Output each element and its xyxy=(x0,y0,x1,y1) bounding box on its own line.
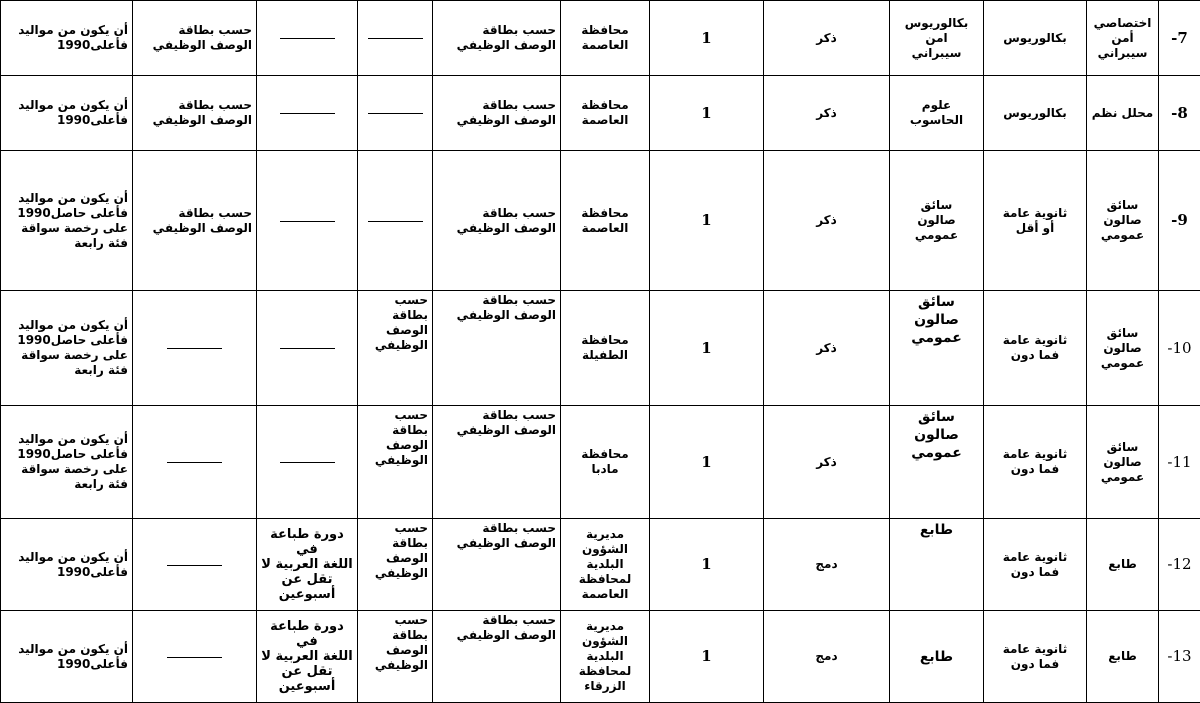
count-cell: 1 xyxy=(650,611,764,703)
sequence-cell: -11 xyxy=(1159,406,1200,519)
sequence-cell: -10 xyxy=(1159,291,1200,406)
job-title-cell: اختصاصي أمن سيبراني xyxy=(1087,1,1159,76)
experience-cell xyxy=(133,519,257,611)
specialization-cell: طابع xyxy=(890,519,984,611)
skills-cell xyxy=(358,1,433,76)
courses-cell xyxy=(257,406,358,519)
conditions-cell: أن يكون من مواليد 1990فأعلى حاصل على رخصة سواقة فئة رابعة xyxy=(1,291,133,406)
gender-cell: ذكر xyxy=(764,151,890,291)
dash-line xyxy=(368,112,423,114)
sequence-cell: -13 xyxy=(1159,611,1200,703)
dash-line xyxy=(368,37,423,39)
conditions-cell: أن يكون من مواليد 1990فأعلى xyxy=(1,1,133,76)
job-title-cell: طابع xyxy=(1087,519,1159,611)
qualification-cell: ثانوية عامة فما دون xyxy=(984,406,1087,519)
sequence-cell: -8 xyxy=(1159,76,1200,151)
dash-line xyxy=(167,347,222,349)
table-row xyxy=(1,151,1200,291)
count-cell: 1 xyxy=(650,291,764,406)
gender-cell: ذكر xyxy=(764,76,890,151)
job-description-cell: حسب بطاقة الوصف الوظيفي xyxy=(433,76,561,151)
dash-line xyxy=(368,220,423,222)
experience-cell xyxy=(133,611,257,703)
job-description-cell: حسب بطاقة الوصف الوظيفي xyxy=(433,519,561,611)
table-row xyxy=(1,611,1200,703)
location-cell: محافظة مادبا xyxy=(561,406,650,519)
courses-cell xyxy=(257,76,358,151)
job-description-cell: حسب بطاقة الوصف الوظيفي xyxy=(433,406,561,519)
experience-cell xyxy=(133,291,257,406)
courses-cell: دورة طباعة في اللغة العربية لا تقل عن أسبوعين xyxy=(257,519,358,611)
specialization-cell: سائق صالون عمومي xyxy=(890,291,984,406)
job-title-cell: طابع xyxy=(1087,611,1159,703)
location-cell: محافظة الطفيلة xyxy=(561,291,650,406)
courses-cell xyxy=(257,151,358,291)
count-cell: 1 xyxy=(650,1,764,76)
qualification-cell: بكالوريوس xyxy=(984,76,1087,151)
conditions-cell: أن يكون من مواليد 1990فأعلى حاصل على رخصة سواقة فئة رابعة xyxy=(1,151,133,291)
job-title-cell: سائق صالون عمومي xyxy=(1087,291,1159,406)
dash-line xyxy=(280,461,335,463)
sequence-cell: -9 xyxy=(1159,151,1200,291)
location-cell: مديرية الشؤون البلدية لمحافظة العاصمة xyxy=(561,519,650,611)
specialization-cell: سائق صالون عمومي xyxy=(890,406,984,519)
qualification-cell: ثانوية عامة فما دون xyxy=(984,611,1087,703)
table-row xyxy=(1,519,1200,611)
dash-line xyxy=(167,461,222,463)
gender-cell: دمج xyxy=(764,519,890,611)
skills-cell xyxy=(358,151,433,291)
skills-cell: حسب بطاقة الوصف الوظيفي xyxy=(358,291,433,406)
job-description-cell: حسب بطاقة الوصف الوظيفي xyxy=(433,151,561,291)
count-cell: 1 xyxy=(650,151,764,291)
qualification-cell: ثانوية عامة أو أقل xyxy=(984,151,1087,291)
experience-cell: حسب بطاقة الوصف الوظيفي xyxy=(133,76,257,151)
location-cell: محافظة العاصمة xyxy=(561,151,650,291)
experience-cell: حسب بطاقة الوصف الوظيفي xyxy=(133,151,257,291)
skills-cell: حسب بطاقة الوصف الوظيفي xyxy=(358,406,433,519)
qualification-cell: بكالوريوس xyxy=(984,1,1087,76)
gender-cell: ذكر xyxy=(764,406,890,519)
sequence-cell: -12 xyxy=(1159,519,1200,611)
location-cell: مديرية الشؤون البلدية لمحافظة الزرقاء xyxy=(561,611,650,703)
specialization-cell: بكالوريوس امن سيبراني xyxy=(890,1,984,76)
specialization-cell: علوم الحاسوب xyxy=(890,76,984,151)
qualification-cell: ثانوية عامة فما دون xyxy=(984,519,1087,611)
location-cell: محافظة العاصمة xyxy=(561,76,650,151)
dash-line xyxy=(280,347,335,349)
gender-cell: دمج xyxy=(764,611,890,703)
conditions-cell: أن يكون من مواليد 1990فأعلى xyxy=(1,519,133,611)
dash-line xyxy=(280,37,335,39)
gender-cell: ذكر xyxy=(764,291,890,406)
job-description-cell: حسب بطاقة الوصف الوظيفي xyxy=(433,291,561,406)
dash-line xyxy=(280,112,335,114)
specialization-cell: طابع xyxy=(890,611,984,703)
courses-cell xyxy=(257,291,358,406)
specialization-cell: سائق صالون عمومي xyxy=(890,151,984,291)
conditions-cell: أن يكون من مواليد 1990فأعلى حاصل على رخصة سواقة فئة رابعة xyxy=(1,406,133,519)
skills-cell: حسب بطاقة الوصف الوظيفي xyxy=(358,519,433,611)
count-cell: 1 xyxy=(650,519,764,611)
dash-line xyxy=(167,656,222,658)
sequence-cell: -7 xyxy=(1159,1,1200,76)
table-row xyxy=(1,406,1200,519)
courses-cell xyxy=(257,1,358,76)
job-title-cell: سائق صالون عمومي xyxy=(1087,151,1159,291)
table-row xyxy=(1,76,1200,151)
conditions-cell: أن يكون من مواليد 1990فأعلى xyxy=(1,76,133,151)
table-row xyxy=(1,291,1200,406)
conditions-cell: أن يكون من مواليد 1990فأعلى xyxy=(1,611,133,703)
dash-line xyxy=(167,564,222,566)
courses-cell: دورة طباعة في اللغة العربية لا تقل عن أسبوعين xyxy=(257,611,358,703)
job-description-cell: حسب بطاقة الوصف الوظيفي xyxy=(433,1,561,76)
qualification-cell: ثانوية عامة فما دون xyxy=(984,291,1087,406)
count-cell: 1 xyxy=(650,406,764,519)
skills-cell: حسب بطاقة الوصف الوظيفي xyxy=(358,611,433,703)
count-cell: 1 xyxy=(650,76,764,151)
job-title-cell: سائق صالون عمومي xyxy=(1087,406,1159,519)
location-cell: محافظة العاصمة xyxy=(561,1,650,76)
dash-line xyxy=(280,220,335,222)
gender-cell: ذكر xyxy=(764,1,890,76)
table-row xyxy=(1,1,1200,76)
skills-cell xyxy=(358,76,433,151)
job-title-cell: محلل نظم xyxy=(1087,76,1159,151)
job-description-cell: حسب بطاقة الوصف الوظيفي xyxy=(433,611,561,703)
experience-cell xyxy=(133,406,257,519)
experience-cell: حسب بطاقة الوصف الوظيفي xyxy=(133,1,257,76)
